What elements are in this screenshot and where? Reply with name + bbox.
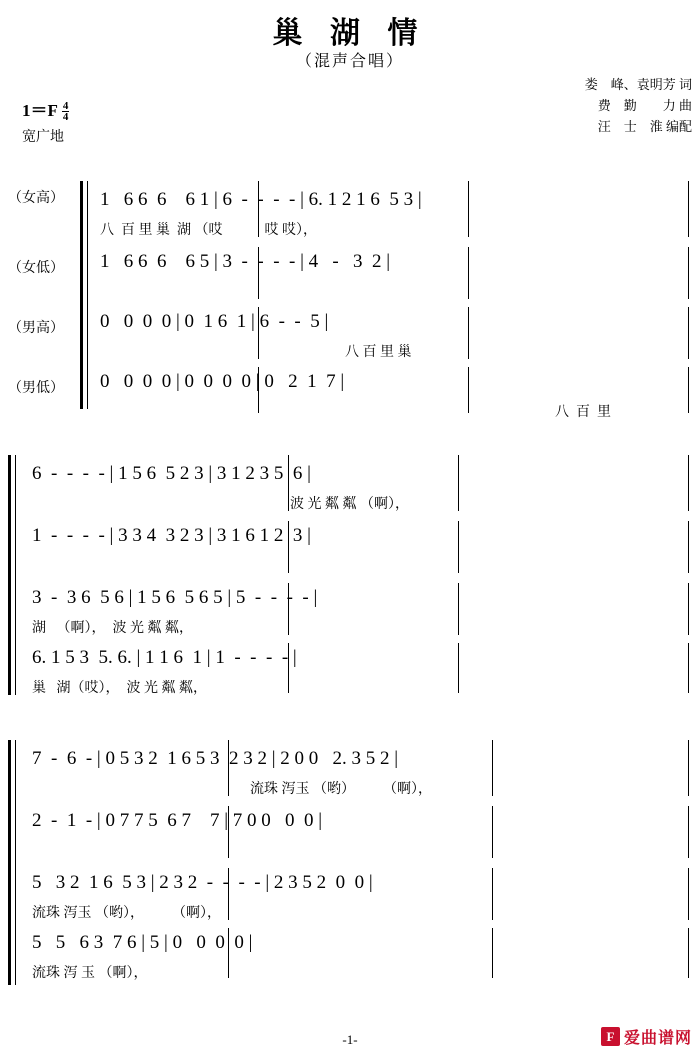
system3-barline-11	[492, 928, 493, 978]
page-title: 巢 湖 情	[272, 17, 428, 50]
system2-barline-11	[458, 643, 459, 693]
system2-barline-9	[688, 583, 689, 635]
system2-barline-12	[688, 643, 689, 693]
staff3-lyrics-soprano: 流珠 泻玉 （哟） （啊），	[250, 782, 432, 797]
system2-barline-3	[688, 455, 689, 511]
staff-lyrics-soprano: 八 百 里 巢 湖 （哎 哎 哎），	[100, 223, 317, 238]
staff-lyrics-tenor: 八 百 里 巢	[345, 345, 412, 360]
staff2-notes-tenor: 3 - 3 6 5 6 | 1 5 6 5 6 5 | 5 - - - - |	[32, 587, 318, 608]
voice-label-tenor: （男高）	[8, 321, 64, 336]
staff3-lyrics-bass: 流珠 泻 玉 （啊），	[32, 966, 148, 981]
staff2-notes-soprano: 6 - - - - | 1 5 6 5 2 3 | 3 1 2 3 5 6 |	[32, 463, 311, 484]
staff-notes-bass: 0 0 0 0 | 0 0 0 0 | 0 2 1 7 |	[100, 371, 345, 392]
barline-3	[688, 181, 689, 237]
system2-barline-left-2	[15, 455, 16, 695]
barline-8	[468, 307, 469, 359]
time-signature-numerator: 4	[62, 99, 69, 112]
system2-barline-2	[458, 455, 459, 511]
page-subtitle: （混声合唱）	[295, 53, 404, 70]
system3-barline-left-2	[15, 740, 16, 985]
system3-barline-3	[688, 740, 689, 796]
system3-barline-left	[8, 740, 11, 985]
system-1	[0, 175, 700, 420]
staff3-notes-alto: 2 - 1 - | 0 7 7 5 6 7 7 | 7 0 0 0 0 |	[32, 810, 323, 831]
system2-barline-6	[688, 521, 689, 573]
voice-label-bass: （男低）	[8, 381, 64, 396]
staff3-notes-tenor: 5 3 2 1 6 5 3 | 2 3 2 - - - - | 2 3 5 2 0 0 |	[32, 872, 373, 893]
barline-12	[688, 367, 689, 413]
voice-label-alto: （女低）	[8, 261, 64, 276]
staff-lyrics-bass: 八 百 里	[555, 405, 611, 420]
system3-barline-8	[492, 868, 493, 920]
logo-text: 爱曲谱网	[623, 1030, 692, 1047]
system2-barline-left	[8, 455, 11, 695]
staff2-lyrics-bass: 巢 湖（哎）， 波 光 粼 粼，	[32, 681, 207, 696]
key-signature	[22, 96, 69, 123]
credit-arranger: 汪 士 淮 编配	[597, 119, 692, 134]
staff2-notes-alto: 1 - - - - | 3 3 4 3 2 3 | 3 1 6 1 2 3 |	[32, 525, 311, 546]
tempo-marking: 宽广地	[22, 130, 64, 145]
system-barline-left-2	[87, 181, 88, 409]
system3-barline-9	[688, 868, 689, 920]
site-logo	[601, 1025, 692, 1048]
credit-composer: 费 勤 力 曲	[597, 98, 692, 113]
barline-6	[688, 247, 689, 299]
barline-11	[468, 367, 469, 413]
staff3-notes-bass: 5 5 6 3 7 6 | 5 | 0 0 0 0 |	[32, 932, 253, 953]
time-signature-denominator: 4	[62, 110, 69, 123]
voice-label-soprano: （女高）	[8, 191, 64, 206]
staff-notes-soprano: 1 6 6 6 6 1 | 6 - - - - | 6. 1 2 1 6 5 3 |	[100, 189, 422, 210]
staff-notes-tenor: 0 0 0 0 | 0 1 6 1 | 6 - - 5 |	[100, 311, 329, 332]
staff3-lyrics-tenor: 流珠 泻玉 （哟）， （啊），	[32, 906, 221, 921]
system2-barline-5	[458, 521, 459, 573]
system-barline-left	[80, 181, 83, 409]
barline-2	[468, 181, 469, 237]
system-2	[0, 455, 700, 705]
system3-barline-12	[688, 928, 689, 978]
time-signature	[62, 101, 70, 122]
credits-block	[502, 74, 692, 137]
staff2-notes-bass: 6. 1 5 3 5. 6. | 1 1 6 1 | 1 - - - - |	[32, 647, 297, 668]
system3-barline-2	[492, 740, 493, 796]
staff3-notes-soprano: 7 - 6 - | 0 5 3 2 1 6 5 3 2 3 2 | 2 0 0 2. 3 5 2 |	[32, 748, 399, 769]
barline-5	[468, 247, 469, 299]
staff2-lyrics-tenor: 湖 （啊）， 波 光 粼 粼，	[32, 621, 193, 636]
credit-lyricist: 娄 峰、袁明芳 词	[584, 77, 692, 92]
staff2-lyrics-soprano: 波 光 粼 粼 （啊），	[290, 497, 409, 512]
page-number: -1-	[342, 1032, 358, 1047]
system-3	[0, 740, 700, 995]
key-label: 1＝F	[22, 101, 58, 120]
system3-barline-6	[688, 806, 689, 858]
system3-barline-5	[492, 806, 493, 858]
system2-barline-8	[458, 583, 459, 635]
logo-mark-icon: F	[601, 1027, 620, 1046]
barline-9	[688, 307, 689, 359]
staff-notes-alto: 1 6 6 6 6 5 | 3 - - - - | 4 - 3 2 |	[100, 251, 391, 272]
